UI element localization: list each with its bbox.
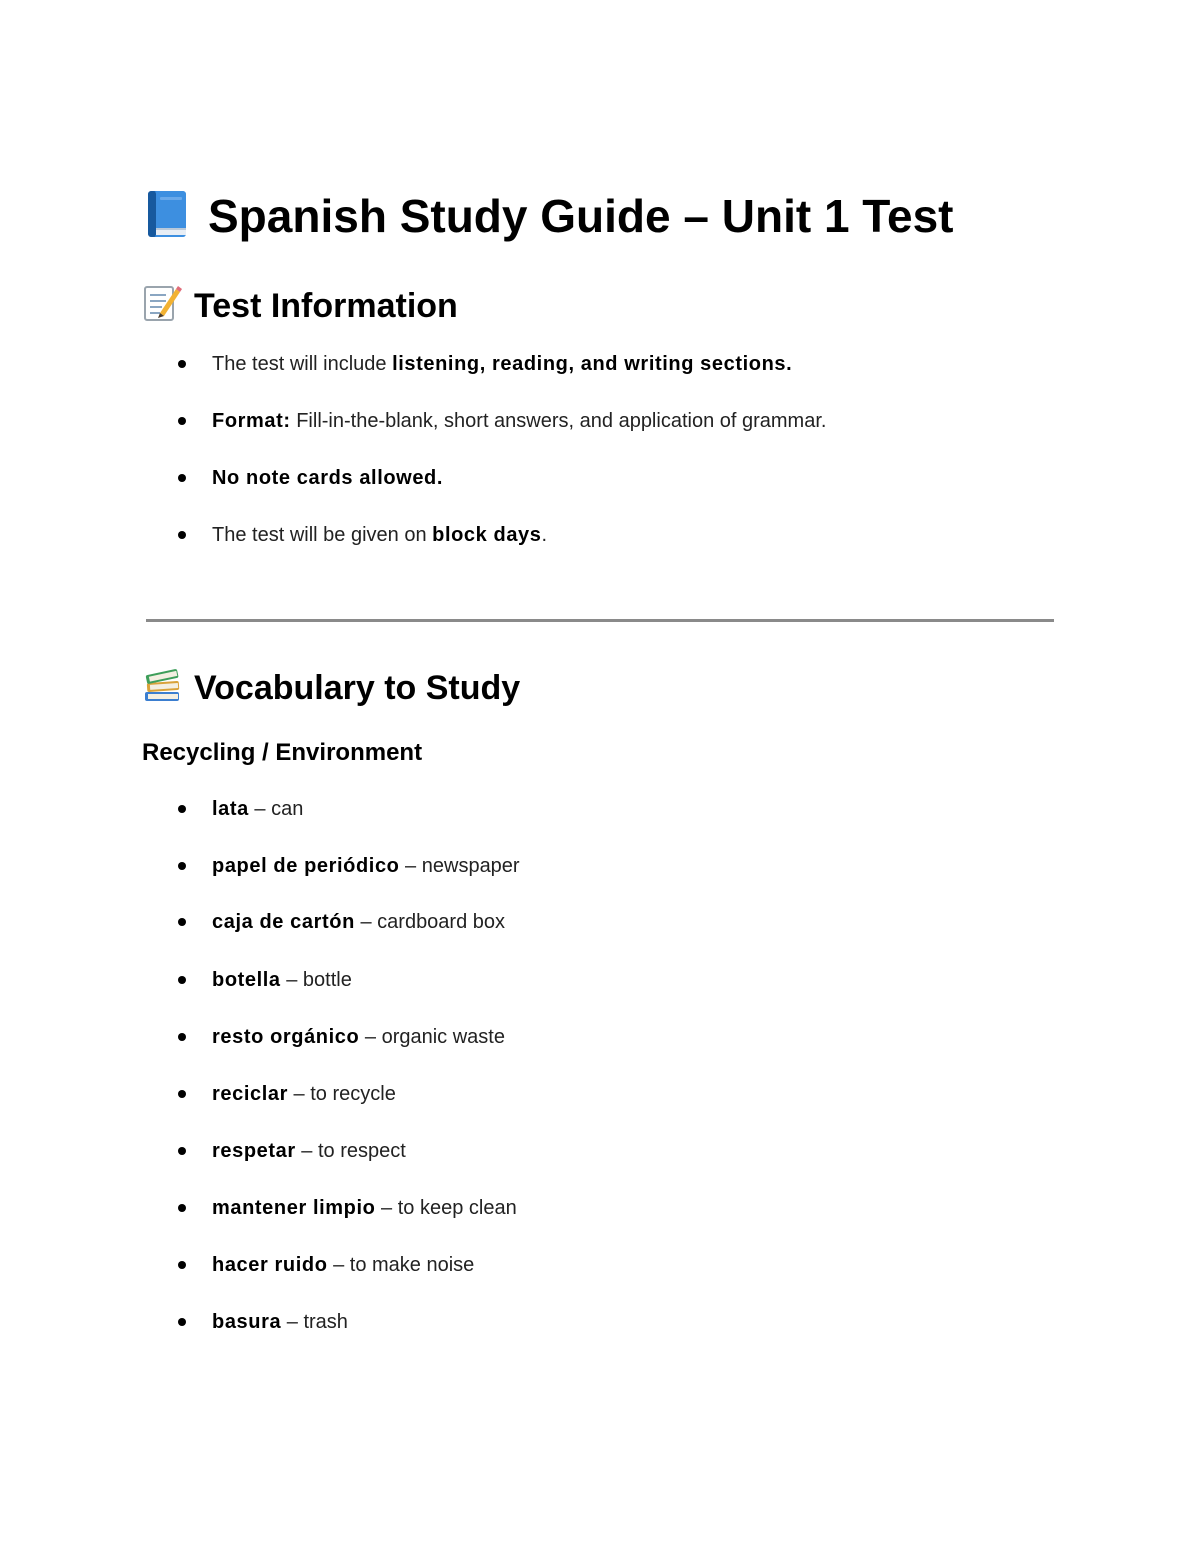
vocab-entry: caja de cartón – cardboard box [212, 911, 506, 933]
vocab-entry: reciclar – to recycle [212, 1083, 396, 1105]
vocab-entry: mantener limpio – to keep clean [212, 1197, 517, 1219]
bullet [178, 862, 186, 870]
bullet [178, 1261, 186, 1269]
bullet [178, 1147, 186, 1155]
title-text: Spanish Study Guide – Unit 1 Test [208, 190, 954, 242]
bullet [178, 1204, 186, 1212]
horizontal-divider [146, 619, 1054, 622]
vocab-entry: resto orgánico – organic waste [212, 1026, 505, 1048]
bullet [178, 1033, 186, 1041]
bullet [178, 531, 186, 539]
vocab-entry: hacer ruido – to make noise [212, 1254, 475, 1276]
memo-pencil-icon [142, 283, 182, 328]
vocabulary-heading [142, 665, 520, 710]
bullet [178, 1318, 186, 1326]
bullet [178, 360, 186, 368]
list-item-text: Format: Fill-in-the-blank, short answers, and application of grammar. [212, 410, 827, 432]
vocabulary-subheading: Recycling / Environment [142, 739, 423, 766]
test-information-heading-text: Test Information [194, 286, 458, 325]
bullet [178, 805, 186, 813]
vocab-entry: basura – trash [212, 1311, 348, 1333]
vocab-entry: respetar – to respect [212, 1140, 406, 1162]
vocab-entry: lata – can [212, 798, 304, 820]
list-item-text: The test will include listening, reading, and writing sections. [212, 353, 793, 375]
document-title [144, 188, 953, 244]
vocab-entry: botella – bottle [212, 969, 352, 991]
vocabulary-heading-text: Vocabulary to Study [194, 668, 521, 707]
blue-book-icon [144, 189, 190, 244]
list-item-text: The test will be given on block days. [212, 524, 548, 546]
bullet [178, 976, 186, 984]
stack-of-books-icon [142, 665, 182, 710]
bullet [178, 918, 186, 926]
vocab-entry: papel de periódico – newspaper [212, 855, 520, 877]
bullet [178, 417, 186, 425]
test-information-heading [142, 283, 458, 328]
bullet [178, 474, 186, 482]
list-item-text: No note cards allowed. [212, 467, 444, 489]
bullet [178, 1090, 186, 1098]
